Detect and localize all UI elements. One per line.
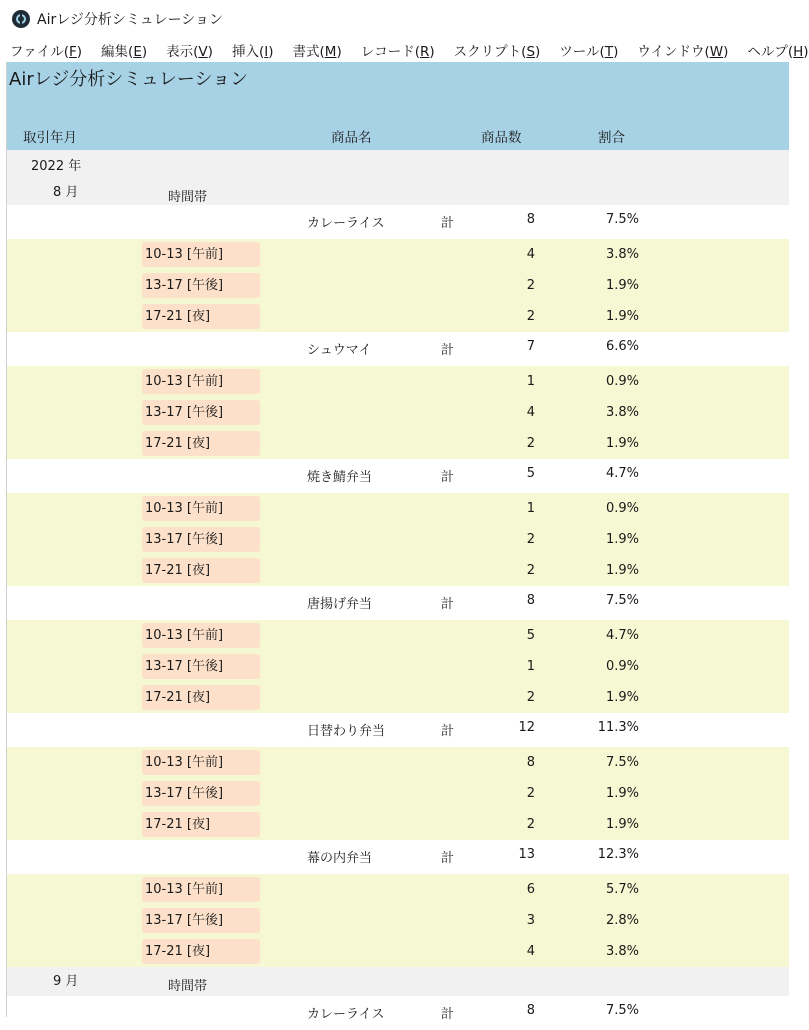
timezone-label: 17-21 [夜] xyxy=(142,685,260,710)
product-total-count: 8 xyxy=(526,212,535,227)
slot-count: 2 xyxy=(526,817,535,832)
month-row xyxy=(7,181,789,205)
slot-count: 1 xyxy=(526,501,535,516)
month-label: 9 月 xyxy=(53,974,79,989)
total-label: 計 xyxy=(441,597,455,612)
column-header-product: 商品名 xyxy=(331,130,372,146)
timezone-label: 10-13 [午前] xyxy=(142,369,260,394)
menu-insert[interactable]: 挿入(I) xyxy=(231,44,274,60)
total-label: 計 xyxy=(441,470,455,485)
product-total-count: 8 xyxy=(526,593,535,608)
total-label: 計 xyxy=(441,216,455,231)
slot-ratio: 2.8% xyxy=(605,913,639,928)
timezone-block xyxy=(7,620,789,713)
slot-ratio: 1.9% xyxy=(605,532,639,547)
month-row xyxy=(7,967,789,996)
slot-ratio: 3.8% xyxy=(605,405,639,420)
timezone-label: 13-17 [午後] xyxy=(142,400,260,425)
timezone-label: 10-13 [午前] xyxy=(142,877,260,902)
slot-ratio: 1.9% xyxy=(605,309,639,324)
product-total-row xyxy=(7,713,789,747)
slot-count: 4 xyxy=(526,405,535,420)
slot-count: 2 xyxy=(526,278,535,293)
timezone-header: 時間帯 xyxy=(168,979,208,994)
timezone-label: 13-17 [午後] xyxy=(142,527,260,552)
timezone-label: 17-21 [夜] xyxy=(142,558,260,583)
product-name: カレーライス xyxy=(307,216,385,231)
slot-count: 2 xyxy=(526,309,535,324)
slot-count: 5 xyxy=(526,628,535,643)
timezone-label: 10-13 [午前] xyxy=(142,623,260,648)
timezone-header: 時間帯 xyxy=(168,190,208,205)
product-total-row xyxy=(7,996,789,1030)
menu-bar xyxy=(0,38,809,62)
slot-count: 2 xyxy=(526,786,535,801)
column-header-ratio: 割合 xyxy=(598,130,625,146)
product-total-ratio: 12.3% xyxy=(597,847,639,862)
menu-records[interactable]: レコード(R) xyxy=(360,44,435,60)
slot-ratio: 5.7% xyxy=(605,882,639,897)
timezone-label: 17-21 [夜] xyxy=(142,939,260,964)
product-name: カレーライス xyxy=(307,1007,385,1022)
total-label: 計 xyxy=(441,343,455,358)
slot-ratio: 1.9% xyxy=(605,278,639,293)
slot-ratio: 1.9% xyxy=(605,786,639,801)
report-title: Airレジ分析シミュレーション xyxy=(9,69,249,90)
slot-ratio: 4.7% xyxy=(605,628,639,643)
slot-count: 2 xyxy=(526,436,535,451)
menu-format[interactable]: 書式(M) xyxy=(292,44,342,60)
total-label: 計 xyxy=(441,1007,455,1022)
menu-view[interactable]: 表示(V) xyxy=(166,44,213,60)
product-total-ratio: 7.5% xyxy=(605,593,639,608)
product-total-count: 5 xyxy=(526,466,535,481)
timezone-label: 13-17 [午後] xyxy=(142,654,260,679)
year-row xyxy=(7,150,789,181)
timezone-block xyxy=(7,747,789,840)
product-total-count: 7 xyxy=(526,339,535,354)
menu-help[interactable]: ヘルプ(H) xyxy=(747,44,809,60)
month-label: 8 月 xyxy=(53,185,79,200)
slot-count: 2 xyxy=(526,563,535,578)
slot-count: 2 xyxy=(526,690,535,705)
report-layout xyxy=(6,62,788,1022)
timezone-label: 10-13 [午前] xyxy=(142,750,260,775)
slot-ratio: 1.9% xyxy=(605,690,639,705)
report-header xyxy=(7,62,789,150)
product-total-ratio: 6.6% xyxy=(605,339,639,354)
product-name: 焼き鯖弁当 xyxy=(307,470,373,485)
product-name: 幕の内弁当 xyxy=(307,851,373,866)
timezone-label: 17-21 [夜] xyxy=(142,431,260,456)
timezone-block xyxy=(7,493,789,586)
product-total-count: 8 xyxy=(526,1003,535,1018)
product-name: シュウマイ xyxy=(307,343,372,358)
timezone-block xyxy=(7,239,789,332)
window-title: Airレジ分析シミュレーション xyxy=(37,12,224,28)
slot-ratio: 0.9% xyxy=(605,659,639,674)
total-label: 計 xyxy=(441,724,455,739)
year-label: 2022 年 xyxy=(31,159,82,174)
timezone-block xyxy=(7,366,789,459)
product-total-count: 12 xyxy=(518,720,535,735)
menu-tools[interactable]: ツール(T) xyxy=(559,44,619,60)
slot-ratio: 1.9% xyxy=(605,817,639,832)
slot-count: 2 xyxy=(526,532,535,547)
timezone-label: 10-13 [午前] xyxy=(142,496,260,521)
product-total-row xyxy=(7,332,789,366)
slot-ratio: 0.9% xyxy=(605,374,639,389)
product-name: 唐揚げ弁当 xyxy=(307,597,373,612)
slot-ratio: 1.9% xyxy=(605,436,639,451)
menu-file[interactable]: ファイル(F) xyxy=(10,44,83,60)
slot-count: 4 xyxy=(526,944,535,959)
product-total-row xyxy=(7,840,789,874)
slot-ratio: 7.5% xyxy=(605,755,639,770)
timezone-label: 13-17 [午後] xyxy=(142,781,260,806)
timezone-label: 13-17 [午後] xyxy=(142,273,260,298)
slot-count: 3 xyxy=(526,913,535,928)
timezone-label: 10-13 [午前] xyxy=(142,242,260,267)
slot-count: 6 xyxy=(526,882,535,897)
product-total-row xyxy=(7,205,789,239)
product-total-row xyxy=(7,459,789,493)
app-logo-icon xyxy=(12,10,30,28)
column-header-count: 商品数 xyxy=(481,130,522,146)
timezone-label: 17-21 [夜] xyxy=(142,304,260,329)
product-total-count: 13 xyxy=(518,847,535,862)
slot-count: 1 xyxy=(526,659,535,674)
product-total-row xyxy=(7,586,789,620)
total-label: 計 xyxy=(441,851,455,866)
timezone-block xyxy=(7,874,789,967)
column-header-date: 取引年月 xyxy=(23,130,77,146)
slot-count: 1 xyxy=(526,374,535,389)
slot-ratio: 0.9% xyxy=(605,501,639,516)
product-total-ratio: 4.7% xyxy=(605,466,639,481)
menu-window[interactable]: ウインドウ(W) xyxy=(637,44,729,60)
product-total-ratio: 7.5% xyxy=(605,1003,639,1018)
menu-scripts[interactable]: スクリプト(S) xyxy=(453,44,541,60)
slot-ratio: 1.9% xyxy=(605,563,639,578)
title-bar xyxy=(0,0,788,38)
product-name: 日替わり弁当 xyxy=(307,724,386,739)
product-total-ratio: 7.5% xyxy=(605,212,639,227)
slot-ratio: 3.8% xyxy=(605,247,639,262)
product-total-ratio: 11.3% xyxy=(597,720,639,735)
menu-edit[interactable]: 編集(E) xyxy=(101,44,148,60)
slot-ratio: 3.8% xyxy=(605,944,639,959)
timezone-label: 13-17 [午後] xyxy=(142,908,260,933)
slot-count: 8 xyxy=(526,755,535,770)
slot-count: 4 xyxy=(526,247,535,262)
timezone-label: 17-21 [夜] xyxy=(142,812,260,837)
